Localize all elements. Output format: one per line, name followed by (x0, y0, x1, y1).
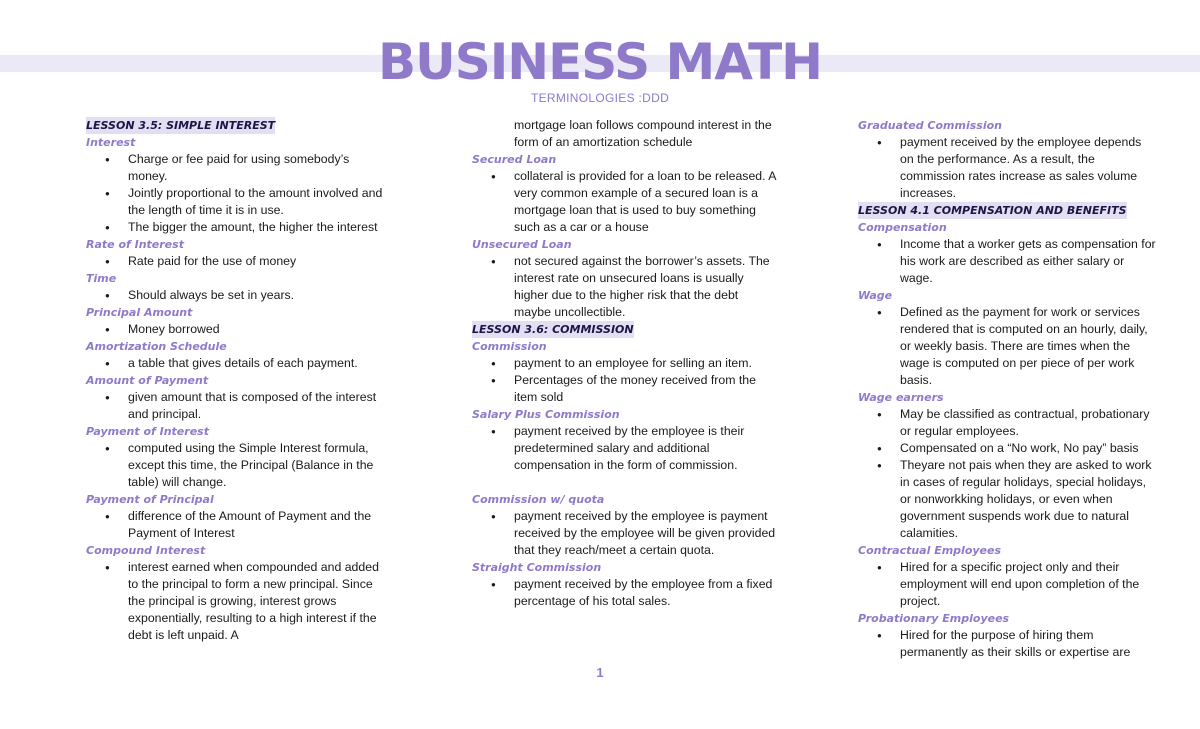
term-interest: Interest (86, 136, 136, 149)
definition-list (472, 423, 777, 474)
term-secured-loan: Secured Loan (472, 153, 557, 166)
definition-list (86, 389, 386, 423)
term-amount-of-payment: Amount of Payment (86, 374, 209, 387)
term-probationary-employees: Probationary Employees (858, 612, 1010, 625)
list-item: ● Hired for a specific project only and their employment will end upon completion of the project. (858, 559, 1158, 610)
term-unsecured-loan: Unsecured Loan (472, 238, 572, 251)
term-payment-of-principal: Payment of Principal (86, 493, 214, 506)
list-item: ● The bigger the amount, the higher the interest (86, 219, 386, 236)
term-graduated-commission: Graduated Commission (858, 119, 1003, 132)
list-item: ● a table that gives details of each payment. (86, 355, 386, 372)
definition-list (472, 576, 777, 610)
list-item: ● Income that a worker gets as compensation for his work are described as either salary or wage. (858, 236, 1158, 287)
list-item: ● payment to an employee for selling an item. (472, 355, 777, 372)
spacer (472, 474, 777, 491)
list-item: ● not secured against the borrower’s assets. The interest rate on unsecured loans is usually higher due to the higher risk that the debt maybe uncollectible. (472, 253, 777, 321)
definition-list (86, 355, 386, 372)
definition-list (86, 440, 386, 491)
definition-list (86, 151, 386, 236)
list-item: ● Compensated on a “No work, No pay” basis (858, 440, 1158, 457)
list-item: ● collateral is provided for a loan to be released. A very common example of a secured loan is a mortgage loan that is used to buy something such as a car or a house (472, 168, 777, 236)
definition-list (858, 627, 1158, 661)
list-item: ● May be classified as contractual, probationary or regular employees. (858, 406, 1158, 440)
list-item: ● Theyare not pais when they are asked to work in cases of regular holidays, special holidays, or nonworkking holidays, or even when government suspends work due to natural calamities. (858, 457, 1158, 542)
term-contractual-employees: Contractual Employees (858, 544, 1002, 557)
term-compensation: Compensation (858, 221, 947, 234)
list-item: ● given amount that is composed of the interest and principal. (86, 389, 386, 423)
lesson-heading: LESSON 3.5: SIMPLE INTEREST (86, 119, 276, 132)
list-item: ● Percentages of the money received from the item sold (472, 372, 777, 406)
term-straight-commission: Straight Commission (472, 561, 602, 574)
term-salary-plus-commission: Salary Plus Commission (472, 408, 620, 421)
list-item: ● difference of the Amount of Payment and the Payment of Interest (86, 508, 386, 542)
definition-list (858, 304, 1158, 389)
definition-list (86, 253, 386, 270)
term-wage-earners: Wage earners (858, 391, 944, 404)
list-item: ● Defined as the payment for work or services rendered that is computed on an hourly, daily, or weekly basis. There are times when the wage is computed on per piece of per work basis. (858, 304, 1158, 389)
term-time: Time (86, 272, 117, 285)
list-item: ● computed using the Simple Interest formula, except this time, the Principal (Balance in the table) will change. (86, 440, 386, 491)
list-item: ● payment received by the employee is payment received by the employee will be given provided that they reach/meet a certain quota. (472, 508, 777, 559)
definition-list (858, 559, 1158, 610)
definition-list (86, 287, 386, 304)
page-number: 1 (596, 665, 604, 680)
column-2 (472, 117, 777, 610)
definition-list (858, 406, 1158, 542)
definition-list (472, 508, 777, 559)
lesson-heading: LESSON 3.6: COMMISSION (472, 323, 634, 336)
definition-list (472, 253, 777, 321)
list-item: ● Rate paid for the use of money (86, 253, 386, 270)
page-title: BUSINESS MATH (377, 33, 823, 91)
term-commission: Commission (472, 340, 547, 353)
list-item: ● Should always be set in years. (86, 287, 386, 304)
term-wage: Wage (858, 289, 893, 302)
definition-list (86, 321, 386, 338)
list-item: ● payment received by the employee is their predetermined salary and additional compensation in the form of commission. (472, 423, 777, 474)
page-subtitle: TERMINOLOGIES :DDD (530, 91, 670, 105)
definition-list (472, 355, 777, 406)
term-compound-interest: Compound Interest (86, 544, 206, 557)
list-item: ● Charge or fee paid for using somebody’s money. (86, 151, 386, 185)
list-item: ● payment received by the employee from a fixed percentage of his total sales. (472, 576, 777, 610)
list-item: ● payment received by the employee depends on the performance. As a result, the commission rates increase as sales volume increases. (858, 134, 1158, 202)
list-item: ● Jointly proportional to the amount involved and the length of time it is in use. (86, 185, 386, 219)
definition-list (86, 508, 386, 542)
term-payment-of-interest: Payment of Interest (86, 425, 209, 438)
list-item: ● Money borrowed (86, 321, 386, 338)
column-3 (858, 117, 1158, 661)
definition-list (858, 134, 1158, 202)
term-amortization-schedule: Amortization Schedule (86, 340, 227, 353)
list-item: ● interest earned when compounded and added to the principal to form a new principal. Since the principal is growing, interest grows exponentially, resulting to a high interest if the debt is left unpaid. A (86, 559, 386, 644)
lesson-heading: LESSON 4.1 COMPENSATION AND BENEFITS (858, 204, 1127, 217)
term-rate-of-interest: Rate of Interest (86, 238, 184, 251)
column-1 (86, 117, 386, 644)
term-principal-amount: Principal Amount (86, 306, 193, 319)
term-commission-with-quota: Commission w/ quota (472, 493, 605, 506)
list-item: ● Hired for the purpose of hiring them permanently as their skills or expertise are (858, 627, 1158, 661)
definition-list (858, 236, 1158, 287)
definition-list (472, 168, 777, 236)
continued-text: mortgage loan follows compound interest in the form of an amortization schedule (514, 118, 772, 149)
definition-list (86, 559, 386, 644)
